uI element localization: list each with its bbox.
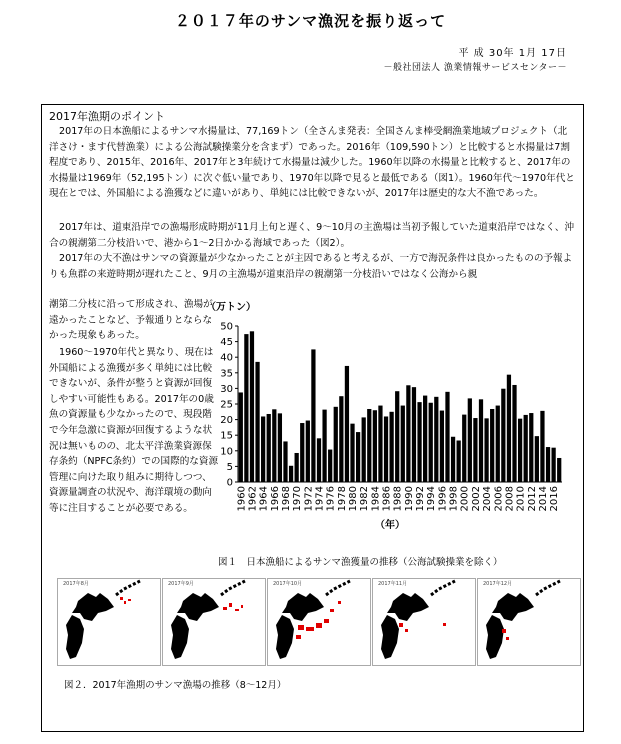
bar-1969 — [289, 466, 293, 482]
page-title: ２０１７年のサンマ漁況を振り返って — [174, 12, 447, 30]
bar-2005 — [490, 409, 494, 482]
y-tick-label: 10 — [220, 446, 233, 458]
x-tick-label: 1980 — [348, 486, 360, 512]
x-tick-label: 2004 — [482, 486, 494, 512]
bar-2012 — [529, 413, 533, 482]
bar-1968 — [283, 441, 287, 482]
bar-1960 — [239, 392, 243, 482]
paragraph-3-continued: 潮第二分枝に沿って形成され、漁場が遠かったことなど、予報通りとならなかった現象もあった。 — [49, 299, 213, 342]
bar-1972 — [306, 421, 310, 482]
bar-1987 — [389, 412, 393, 482]
bar-1983 — [367, 409, 371, 482]
x-tick-label: 1988 — [392, 486, 404, 512]
map-label: 2017年9月 — [168, 581, 194, 587]
y-tick-label: 15 — [220, 430, 233, 442]
y-tick-label: 30 — [220, 383, 233, 395]
y-tick-label: 45 — [220, 337, 233, 349]
x-tick-label: 2000 — [459, 486, 471, 512]
bar-1984 — [373, 410, 377, 482]
bar-1973 — [311, 349, 315, 482]
x-tick-label: 1984 — [370, 486, 382, 512]
hokkaido-map-icon — [268, 579, 370, 665]
bar-2014 — [540, 411, 544, 482]
paragraph-1: 2017年の日本漁船によるサンマ水揚量は、77,169トン（全さんま発表：全国さんま棒受網漁業地域プロジェクト（北洋さけ・ます代替漁業）による公海試験操業分を含まず）であった。2016年（109,590トン）と比較すると水揚量は7割程度であり、2015年、2016年、2017年と3年続けて水揚量は減少した。1960年以降の水揚量と比較すると、2017年の水揚量は1969年（52,195トン）に次ぐ低い量であり、1970年以降で見ると最低である（図1）。1960年代～1970年代と現在とでは、外国船による漁獲などに違いがあり、単純には比較できないが、2017年は歴史的な大不漁であった。 — [49, 126, 575, 200]
map-november — [372, 578, 476, 666]
map-label: 2017年10月 — [273, 581, 303, 587]
bar-1980 — [350, 424, 354, 482]
bar-2013 — [535, 436, 539, 482]
map-october — [267, 578, 371, 666]
x-tick-label: 2014 — [537, 486, 549, 512]
figure-2-caption: 図２．2017年漁期のサンマ漁場の推移（8～12月） — [64, 680, 287, 691]
map-label: 2017年11月 — [378, 581, 408, 587]
bar-1989 — [401, 406, 405, 482]
bar-1986 — [384, 416, 388, 482]
x-tick-label: 1976 — [325, 486, 337, 512]
bar-1967 — [278, 413, 282, 482]
bar-1974 — [317, 438, 321, 482]
bar-1979 — [345, 366, 349, 482]
x-tick-label: 1974 — [314, 486, 326, 512]
bar-1995 — [434, 397, 438, 482]
bar-1991 — [412, 387, 416, 482]
x-tick-label: 2010 — [515, 486, 527, 512]
hokkaido-map-icon — [58, 579, 160, 665]
paragraph-3-top: 2017年の大不漁はサンマの資源量が少なかったことが主因であると考えるが、一方で海況条件は良かったものの予報よりも魚群の来遊時期が遅れたこと、9月の主漁場が道東沿岸の親潮第一分枝沿いではなく公海から親 — [49, 253, 573, 280]
x-tick-label: 2012 — [526, 486, 538, 512]
x-tick-label: 1996 — [437, 486, 449, 512]
x-tick-label: 1978 — [336, 486, 348, 512]
bar-1996 — [440, 411, 444, 482]
bar-1965 — [267, 414, 271, 482]
x-tick-label: 1970 — [292, 486, 304, 512]
bar-2002 — [473, 418, 477, 482]
x-tick-label: 1968 — [280, 486, 292, 512]
x-tick-label: 1990 — [403, 486, 415, 512]
x-tick-label: 1992 — [415, 486, 427, 512]
bar-1999 — [457, 441, 461, 482]
x-tick-label: 2006 — [493, 486, 505, 512]
paragraph-4: 1960～1970年代と異なり、現在は外国船による漁獲が多く単純には比較できないが、条件が整うと資源が回復しやすい可能性もある。2017年の0歳魚の資源量も少なかったので、現段階で今年急激に資源が回復するような状況は無いものの、北太平洋漁業資源保存条約（NPFC条約）での国際的な資源管理に向けた取り組みに期待しつつ、資源量調査の状況や、海洋環境の動向等に注目することが必要である。 — [49, 347, 219, 514]
y-tick-label: 5 — [226, 461, 233, 473]
x-tick-label: 1960 — [236, 486, 248, 512]
document-date: 平 成 30年 1月 17日 — [458, 48, 567, 59]
bar-1990 — [406, 385, 410, 482]
bar-1963 — [255, 362, 259, 482]
organization-name: －般社団法人 漁業情報サービスセンター－ — [383, 63, 567, 73]
bar-1994 — [429, 403, 433, 482]
catch-bar-chart — [204, 296, 574, 536]
bar-1992 — [417, 402, 421, 482]
bar-2016 — [551, 448, 555, 482]
x-tick-label: 1966 — [269, 486, 281, 512]
x-tick-label: 2008 — [504, 486, 516, 512]
hokkaido-map-icon — [163, 579, 265, 665]
bar-2008 — [507, 375, 511, 482]
bar-1997 — [445, 392, 449, 482]
bar-2001 — [468, 398, 472, 482]
bar-2011 — [524, 415, 528, 482]
x-tick-label: 2016 — [549, 486, 561, 512]
x-tick-label: 1998 — [448, 486, 460, 512]
y-tick-label: 50 — [220, 321, 233, 333]
bar-1966 — [272, 409, 276, 482]
bar-1962 — [250, 331, 254, 482]
bar-2015 — [546, 447, 550, 482]
x-tick-label: 1972 — [303, 486, 315, 512]
x-tick-label: 1986 — [381, 486, 393, 512]
map-august — [57, 578, 161, 666]
bar-2004 — [484, 418, 488, 482]
x-tick-label: 1964 — [258, 486, 270, 512]
bar-1977 — [334, 407, 338, 482]
bar-1998 — [451, 437, 455, 482]
bar-1988 — [395, 391, 399, 482]
y-tick-label: 20 — [220, 415, 233, 427]
bar-1976 — [328, 450, 332, 482]
bar-2000 — [462, 415, 466, 482]
bar-1971 — [300, 423, 304, 482]
bar-1970 — [295, 453, 299, 482]
bar-1975 — [322, 410, 326, 482]
y-tick-label: 40 — [220, 352, 233, 364]
section-title: 2017年漁期のポイント — [49, 110, 165, 123]
map-september — [162, 578, 266, 666]
bar-1978 — [339, 396, 343, 482]
bar-2006 — [496, 406, 500, 482]
y-tick-label: 0 — [226, 477, 233, 489]
bar-2017 — [557, 458, 561, 482]
bar-2009 — [512, 385, 516, 482]
hokkaido-map-icon — [478, 579, 580, 665]
bar-1964 — [261, 416, 265, 482]
map-december — [477, 578, 581, 666]
paragraph-2: 2017年は、道東沿岸での漁場形成時期が11月上旬と遅く、9～10月の主漁場は当初予報していた道東沿岸ではなく、沖合の親潮第二分枝沿いで、港から1～2日かかる海域であった（図2）。 — [49, 222, 575, 249]
bar-1982 — [362, 417, 366, 482]
bar-2007 — [501, 389, 505, 482]
bar-1985 — [378, 406, 382, 482]
y-axis-label: （万トン） — [206, 302, 256, 313]
x-tick-label: 1994 — [426, 486, 438, 512]
map-label: 2017年12月 — [483, 581, 513, 587]
y-tick-label: 35 — [220, 368, 233, 380]
figure-1-caption: 図１ 日本漁船によるサンマ漁獲量の推移（公海試験操業を除く） — [218, 557, 503, 568]
x-tick-label: 1962 — [247, 486, 259, 512]
bar-1993 — [423, 396, 427, 482]
bar-1961 — [244, 334, 248, 482]
x-tick-label: 1982 — [359, 486, 371, 512]
x-axis-label: （年） — [375, 520, 405, 531]
y-tick-label: 25 — [220, 399, 233, 411]
bar-1981 — [356, 432, 360, 482]
bar-2003 — [479, 399, 483, 482]
hokkaido-map-icon — [373, 579, 475, 665]
x-tick-label: 2002 — [470, 486, 482, 512]
bar-2010 — [518, 419, 522, 482]
map-label: 2017年8月 — [63, 581, 89, 587]
